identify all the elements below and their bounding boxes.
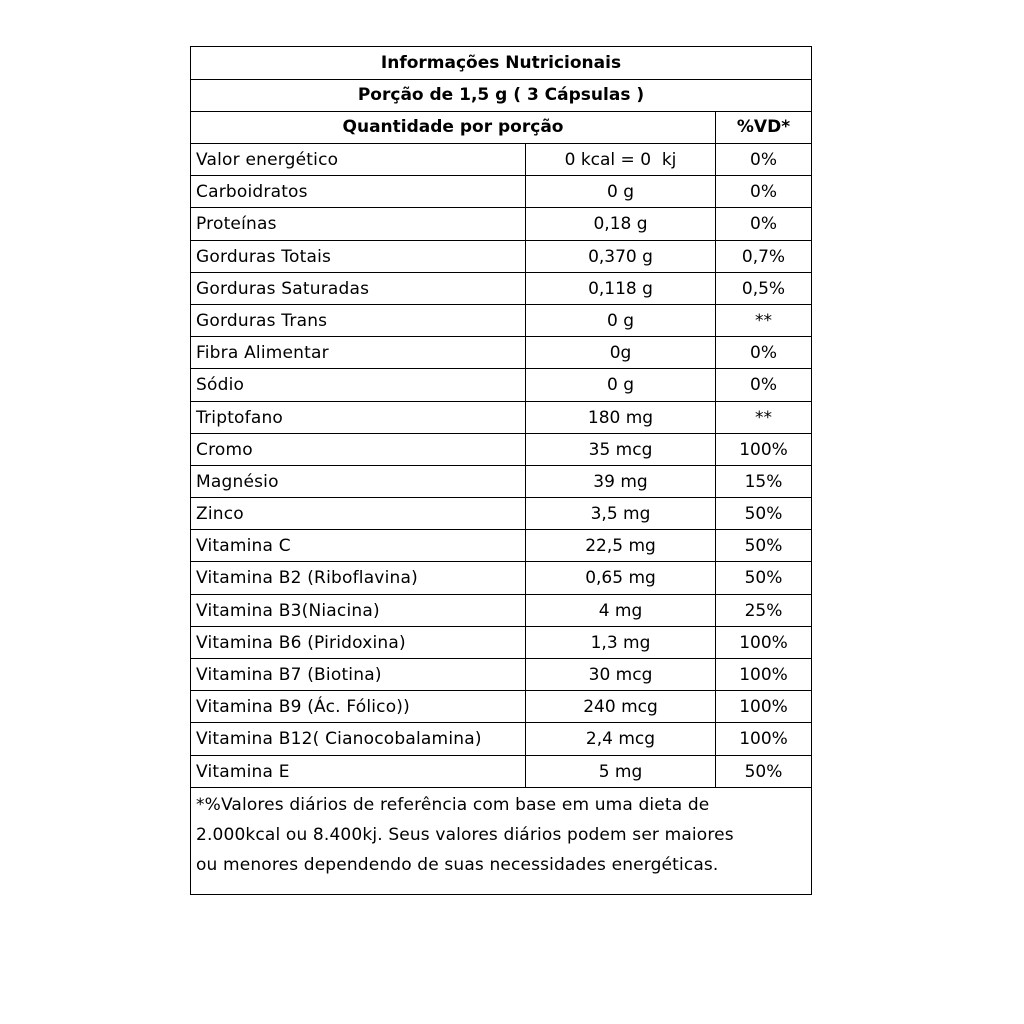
nutrient-dv: 100%: [739, 632, 788, 653]
table-row: [191, 691, 811, 723]
table-row: [191, 176, 811, 208]
table-row: [191, 498, 811, 530]
nutrient-dv: 0%: [750, 375, 777, 396]
nutrient-dv: 0%: [750, 343, 777, 364]
nutrient-amount: 180 mg: [526, 402, 716, 433]
footnote-line: 2.000kcal ou 8.400kj. Seus valores diários podem ser maiores: [196, 825, 734, 845]
table-row: [191, 756, 811, 788]
nutrient-amount: 0,65 mg: [526, 562, 716, 593]
nutrient-name: Proteínas: [191, 208, 526, 239]
nutrient-dv: 0,5%: [741, 278, 786, 299]
table-row: [191, 659, 811, 691]
table-row: [191, 627, 811, 659]
table-row: [191, 273, 811, 305]
daily-value-footnote: [191, 788, 811, 880]
nutrient-amount: 22,5 mg: [526, 530, 716, 561]
nutrient-name: Vitamina B7 (Biotina): [191, 659, 526, 690]
nutrient-amount: 0,118 g: [526, 273, 716, 304]
nutrient-rows: [191, 144, 811, 788]
table-row: [191, 434, 811, 466]
nutrient-dv: 100%: [739, 665, 788, 685]
nutrient-dv: **: [755, 310, 772, 331]
table-row: [191, 562, 811, 594]
nutrient-dv: 100%: [739, 729, 788, 750]
nutrient-amount: 1,3 mg: [526, 627, 716, 658]
nutrient-name: Vitamina B12( Cianocobalamina): [191, 723, 526, 754]
nutrient-amount: 39 mg: [526, 466, 716, 497]
nutrient-amount: 240 mcg: [526, 691, 716, 722]
nutrient-dv: 0,7%: [741, 246, 786, 267]
table-row: [191, 530, 811, 562]
nutrient-name: Gorduras Saturadas: [191, 273, 526, 304]
nutrient-name: Vitamina C: [191, 530, 526, 561]
nutrient-amount: 35 mcg: [526, 434, 716, 465]
nutrient-name: Vitamina B6 (Piridoxina): [191, 627, 526, 658]
nutrient-amount: 3,5 mg: [526, 498, 716, 529]
table-row: [191, 208, 811, 240]
nutrient-dv: 0%: [750, 150, 777, 170]
nutrient-name: Gorduras Totais: [191, 241, 526, 272]
nutrient-dv: 100%: [739, 697, 788, 718]
nutrient-name: Sódio: [191, 369, 526, 400]
table-title: Informações Nutricionais: [191, 47, 811, 80]
nutrient-amount: 2,4 mcg: [526, 723, 716, 754]
table-row: [191, 402, 811, 434]
nutrient-dv: 0%: [750, 182, 777, 203]
nutrient-amount: 0,18 g: [526, 208, 716, 239]
table-row: [191, 241, 811, 273]
nutrient-name: Carboidratos: [191, 176, 526, 207]
nutrient-dv: 0%: [750, 214, 777, 235]
column-header-row: [191, 111, 811, 144]
footnote-line: *%Valores diários de referência com base em uma dieta de: [196, 795, 710, 815]
nutrient-name: Vitamina E: [191, 756, 526, 787]
footnote-line: ou menores dependendo de suas necessidades energéticas.: [196, 855, 719, 875]
table-row: [191, 466, 811, 498]
nutrient-dv: 15%: [744, 471, 783, 492]
nutrient-dv: 100%: [739, 439, 788, 460]
nutrient-name: Vitamina B3(Niacina): [191, 595, 526, 626]
table-row: [191, 144, 811, 176]
dv-column-header: %VD*: [736, 117, 791, 137]
table-row: [191, 369, 811, 401]
nutrient-amount: 0 g: [526, 369, 716, 400]
nutrient-name: Triptofano: [191, 402, 526, 433]
nutrient-amount: 30 mcg: [526, 659, 716, 690]
nutrient-amount: 4 mg: [526, 595, 716, 626]
serving-size: Porção de 1,5 g ( 3 Cápsulas ): [191, 79, 811, 112]
nutrient-amount: 0g: [526, 337, 716, 368]
nutrient-name: Valor energético: [191, 144, 526, 175]
table-row: [191, 723, 811, 755]
nutrient-name: Zinco: [191, 498, 526, 529]
nutrient-name: Gorduras Trans: [191, 305, 526, 336]
table-row: [191, 337, 811, 369]
table-row: [191, 305, 811, 337]
nutrient-name: Cromo: [191, 434, 526, 465]
nutrient-dv: 50%: [744, 568, 783, 589]
nutrient-amount: 5 mg: [526, 756, 716, 787]
nutrient-amount: 0 g: [526, 305, 716, 336]
nutrient-name: Vitamina B2 (Riboflavina): [191, 562, 526, 593]
nutrient-amount: 0 kcal = 0 kj: [526, 144, 716, 175]
nutrient-amount: 0,370 g: [526, 241, 716, 272]
nutrient-name: Fibra Alimentar: [191, 337, 526, 368]
nutrient-dv: **: [755, 407, 772, 428]
nutrient-dv: 25%: [744, 600, 783, 621]
nutrient-dv: 50%: [744, 504, 783, 525]
nutrient-name: Vitamina B9 (Ác. Fólico)): [191, 691, 526, 722]
table-row: [191, 595, 811, 627]
nutrient-dv: 50%: [744, 536, 783, 557]
nutrient-dv: 50%: [744, 761, 783, 782]
nutrient-amount: 0 g: [526, 176, 716, 207]
quantity-column-header: Quantidade por porção: [191, 111, 716, 143]
nutrition-facts-table: [190, 46, 812, 895]
nutrient-name: Magnésio: [191, 466, 526, 497]
